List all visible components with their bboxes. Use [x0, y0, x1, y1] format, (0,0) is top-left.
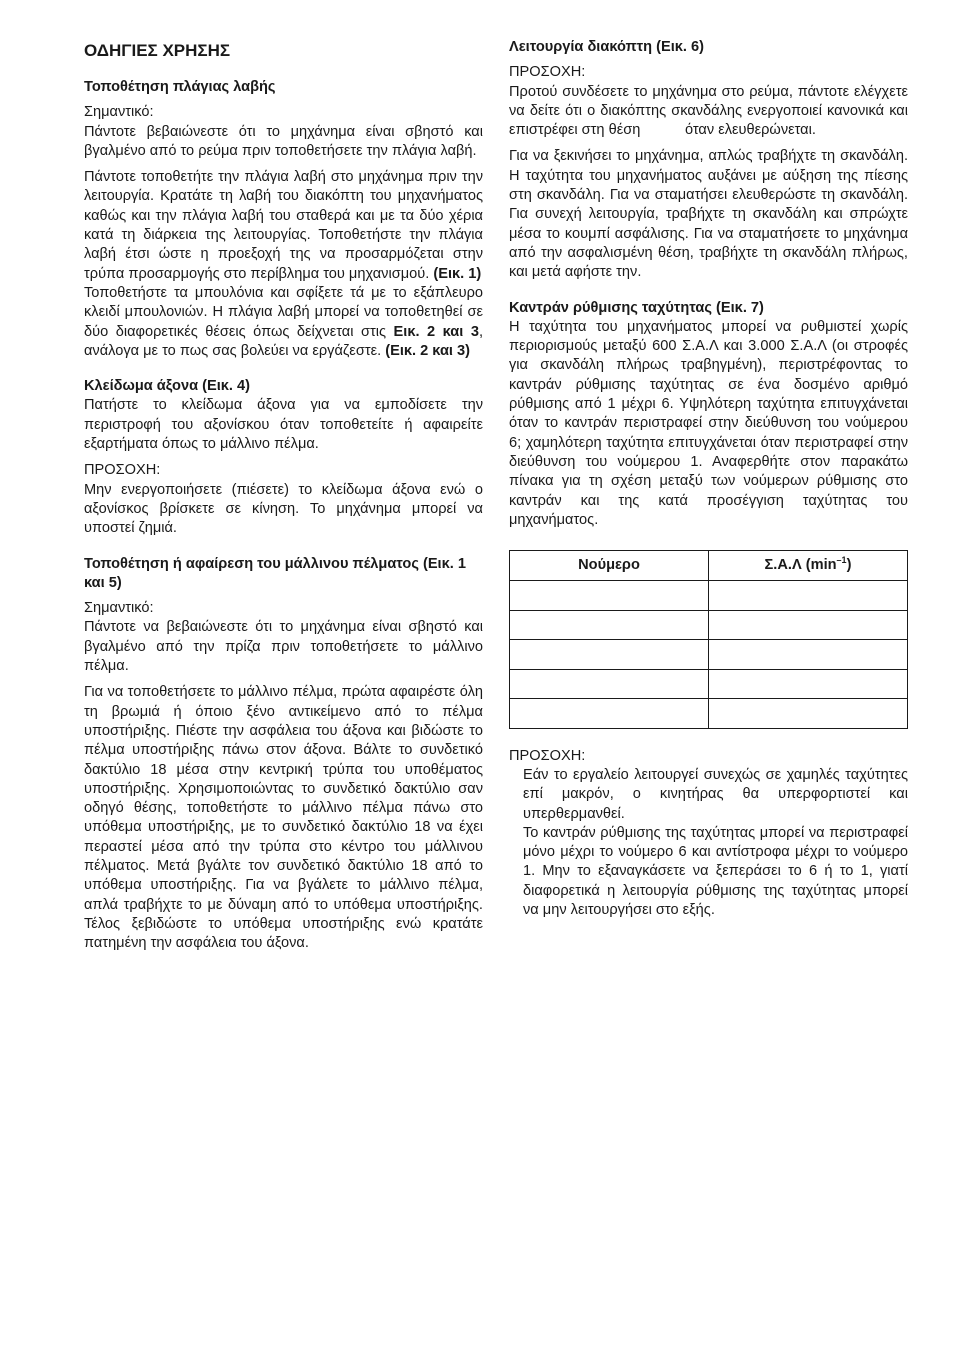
paragraph: Τοποθετήστε τα μπουλόνια και σφίξετε τά με το εξάπλευρο κλειδί μπουλονιών. Η πλάγια λαβή μπορεί να τοποθετηθεί σε δύο διαφορετικές θέσεις όπως δείχνεται στις Εικ. 2 και 3, ανάλογα με το πως σας βολεύει να εργάζεστε. (Εικ. 2 και 3): [84, 284, 483, 359]
figure-reference: (Εικ. 2 και 3): [385, 342, 470, 359]
left-column: [84, 38, 483, 953]
right-column: [509, 38, 913, 920]
table-cell: [709, 669, 908, 699]
paragraph: Εάν το εργαλείο λειτουργεί συνεχώς σε χαμηλές ταχύτητες επί μακρόν, ο κινητήρας θα υπερφορτιστεί και υπερθερμανθεί.: [523, 766, 908, 822]
table-row: [510, 640, 908, 670]
section-heading-side-handle: Τοποθέτηση πλάγιας λαβής: [84, 79, 276, 95]
table-row: [510, 669, 908, 699]
table-cell: [510, 610, 709, 640]
table-row: [510, 581, 908, 611]
important-label: Σημαντικό:: [84, 104, 154, 121]
speed-table: [509, 550, 908, 729]
table-header-number: Νούμερο: [510, 551, 709, 581]
caution-label: ΠΡΟΣΟΧΗ:: [84, 462, 161, 479]
table-cell: [510, 669, 709, 699]
section-heading-switch-action: Λειτουργία διακόπτη (Εικ. 6): [509, 39, 705, 55]
table-row: [510, 610, 908, 640]
caution-label: ΠΡΟΣΟΧΗ:: [509, 747, 586, 764]
table-cell: [510, 640, 709, 670]
caution-label: ΠΡΟΣΟΧΗ:: [509, 64, 586, 81]
paragraph: Η ταχύτητα του μηχανήματος μπορεί να ρυθμιστεί χωρίς περιορισμούς μεταξύ 600 Σ.Α.Λ και 3.000 Σ.Α.Λ (οι στροφές για σκανδάλη πλήρως τραβηγμένη), περιστρέφοντας το καντράν ρύθμισης ταχύτητας σε ένα δοσμένο αριθμό ρύθμισης από 1 μέχρι 6. Υψηλότερη ταχύτητα επιτυγχάνεται όταν το καντράν περιστραφεί στην διεύθυνση του νούμερου 6; χαμηλότερη ταχύτητα επιτυγχάνεται όταν περιστραφεί στην διεύθυνση του νούμερου 1. Αναφερθήτε στον παρακάτω πίνακα για τη σχέση μεταξύ των νούμερων ρύθμισης στο καντράν και της κατά προσέγγιση ταχύτητας του μηχανήματος.: [509, 318, 908, 528]
caution-block: [509, 766, 908, 920]
table-cell: [709, 640, 908, 670]
paragraph: Πάντοτε τοποθετήτε την πλάγια λαβή στο μηχάνημα πριν την λειτουργία. Κρατάτε τη λαβή του διακόπτη του μηχανήματος καθώς και την πλάγια λαβή του σταθερά και με τα δύο χέρια κατά τη διάρκεια της λειτουργίας. Τοποθετήστε την πλάγια λαβή έτσι ώστε η προεξοχή της να προσαρμόζεται στην τρύπα προσαρμογής στο περίβλημα του μηχανισμού. (Εικ. 1): [84, 169, 483, 282]
table-cell: [510, 699, 709, 729]
paragraph: Πατήστε το κλείδωμα άξονα για να εμποδίσετε την περιστροφή του αξονίσκου όταν τοποθετείτε ή αφαιρείτε εξαρτήματα όπως το μάλλινο πέλμα.: [84, 397, 483, 453]
table-header-rpm: Σ.Α.Λ $(\min^{-1})$: [709, 551, 908, 581]
paragraph: Πάντοτε να βεβαιώνεστε ότι το μηχάνημα είναι σβηστό και βγαλμένο από την πρίζα πριν τοποθετήσετε το μάλλινο πέλμα.: [84, 619, 483, 675]
table-cell: [709, 699, 908, 729]
paragraph: Πάντοτε βεβαιώνεστε ότι το μηχάνημα είναι σβηστό και βγαλμένο από το ρεύμα πριν τοποθετήσετε την πλάγια λαβή.: [84, 123, 483, 159]
important-label: Σημαντικό:: [84, 600, 154, 617]
paragraph: Μην ενεργοποιήσετε (πιέσετε) το κλείδωμα άξονα ενώ ο αξονίσκος βρίσκετε σε κίνηση. Το μηχάνημα μπορεί να υποστεί ζημιά.: [84, 481, 483, 537]
section-heading-shaft-lock: Κλείδωμα άξονα (Εικ. 4): [84, 378, 250, 395]
figure-reference: (Εικ. 1): [433, 265, 482, 282]
table-header-row: [510, 551, 908, 581]
table-cell: [709, 581, 908, 611]
table-row: [510, 699, 908, 729]
section-heading-wool-pad: Τοποθέτηση ή αφαίρεση του μάλλινου πέλματος (Εικ. 1 και 5): [84, 555, 466, 591]
section-heading-speed-dial: Καντράν ρύθμισης ταχύτητας (Εικ. 7): [509, 299, 764, 316]
page-title: ΟΔΗΓΙΕΣ ΧΡΗΣΗΣ: [84, 41, 231, 60]
paragraph: Το καντράν ρύθμισης της ταχύτητας μπορεί να περιστραφεί μόνο μέχρι το νούμερο 6 και αντίστροφα μέχρι το νούμερο 1. Μην το εξαναγκάσετε να ξεπεράσει το 6 ή το 1, γιατί διαφορετικά η λειτουργία ρύθμισης της ταχύτητας μπορεί να μην λειτουργήσει στο εξής.: [523, 824, 908, 918]
paragraph: Για να ξεκινήσει το μηχάνημα, απλώς τραβήχτε τη σκανδάλη. Η ταχύτητα του μηχανήματος αυξάνει με αύξηση της πίεσης στη σκανδάλη. Για να σταματήσει ελευθερώστε τη σκανδάλη. Για συνεχή λειτουργία, τραβήχτε τη σκανδάλη και σπρώχτε μέσα το κουμπί ασφάλισης. Για να σταματήσετε το μηχάνημα από την ασφαλισμένη θέση, τραβήχτε τη σκανδάλη πλήρως, και μετά αφήστε την.: [509, 148, 908, 281]
paragraph: Προτού συνδέσετε το μηχάνημα στο ρεύμα, πάντοτε ελέγχετε να δείτε ότι ο διακόπτης σκανδάλης ενεργοποιεί κανονικά και επιστρέφει στη θέση όταν ελευθερώνεται.: [509, 83, 913, 139]
table-cell: [510, 581, 709, 611]
figure-reference: Εικ. 2 και 3: [393, 323, 479, 340]
table-cell: [709, 610, 908, 640]
paragraph: Για να τοποθετήσετε το μάλλινο πέλμα, πρώτα αφαιρέστε όλη τη βρωμιά ή όποιο ξένο αντικείμενο από το πέλμα υποστήριξης. Πιέστε την ασφάλεια του άξονα και βιδώστε το πέλμα υποστήριξης πάνω στον άξονα. Βάλτε το συνδετικό δακτύλιο 18 μέσα στην κεντρική τρύπα του υποθέματος υποστήριξης. Χρησιμοποιώντας το συνδετικό δακτύλιο σαν οδηγό θέσης, τοποθετήστε το μάλλινο πέλμα πάνω στο υπόθεμα υποστήριξης, με το συνδετικό δακτύλιο 18 να έχει περαστεί μέσα από την τρύπα στο κέντρο του μάλλινου πέλματος. Μετά βγάλτε τον συνδετικό δακτύλιο 18 από το υπόθεμα υποστήριξης. Για να βγάλετε το μάλλινο πέλμα, απλά τραβήχτε το με δύναμη από το υπόθεμα υποστήριξης. Τέλος ξεβιδώστε το υπόθεμα υποστήριξης ενώ κρατάτε πατημένη την ασφάλεια του άξονα.: [84, 684, 483, 952]
